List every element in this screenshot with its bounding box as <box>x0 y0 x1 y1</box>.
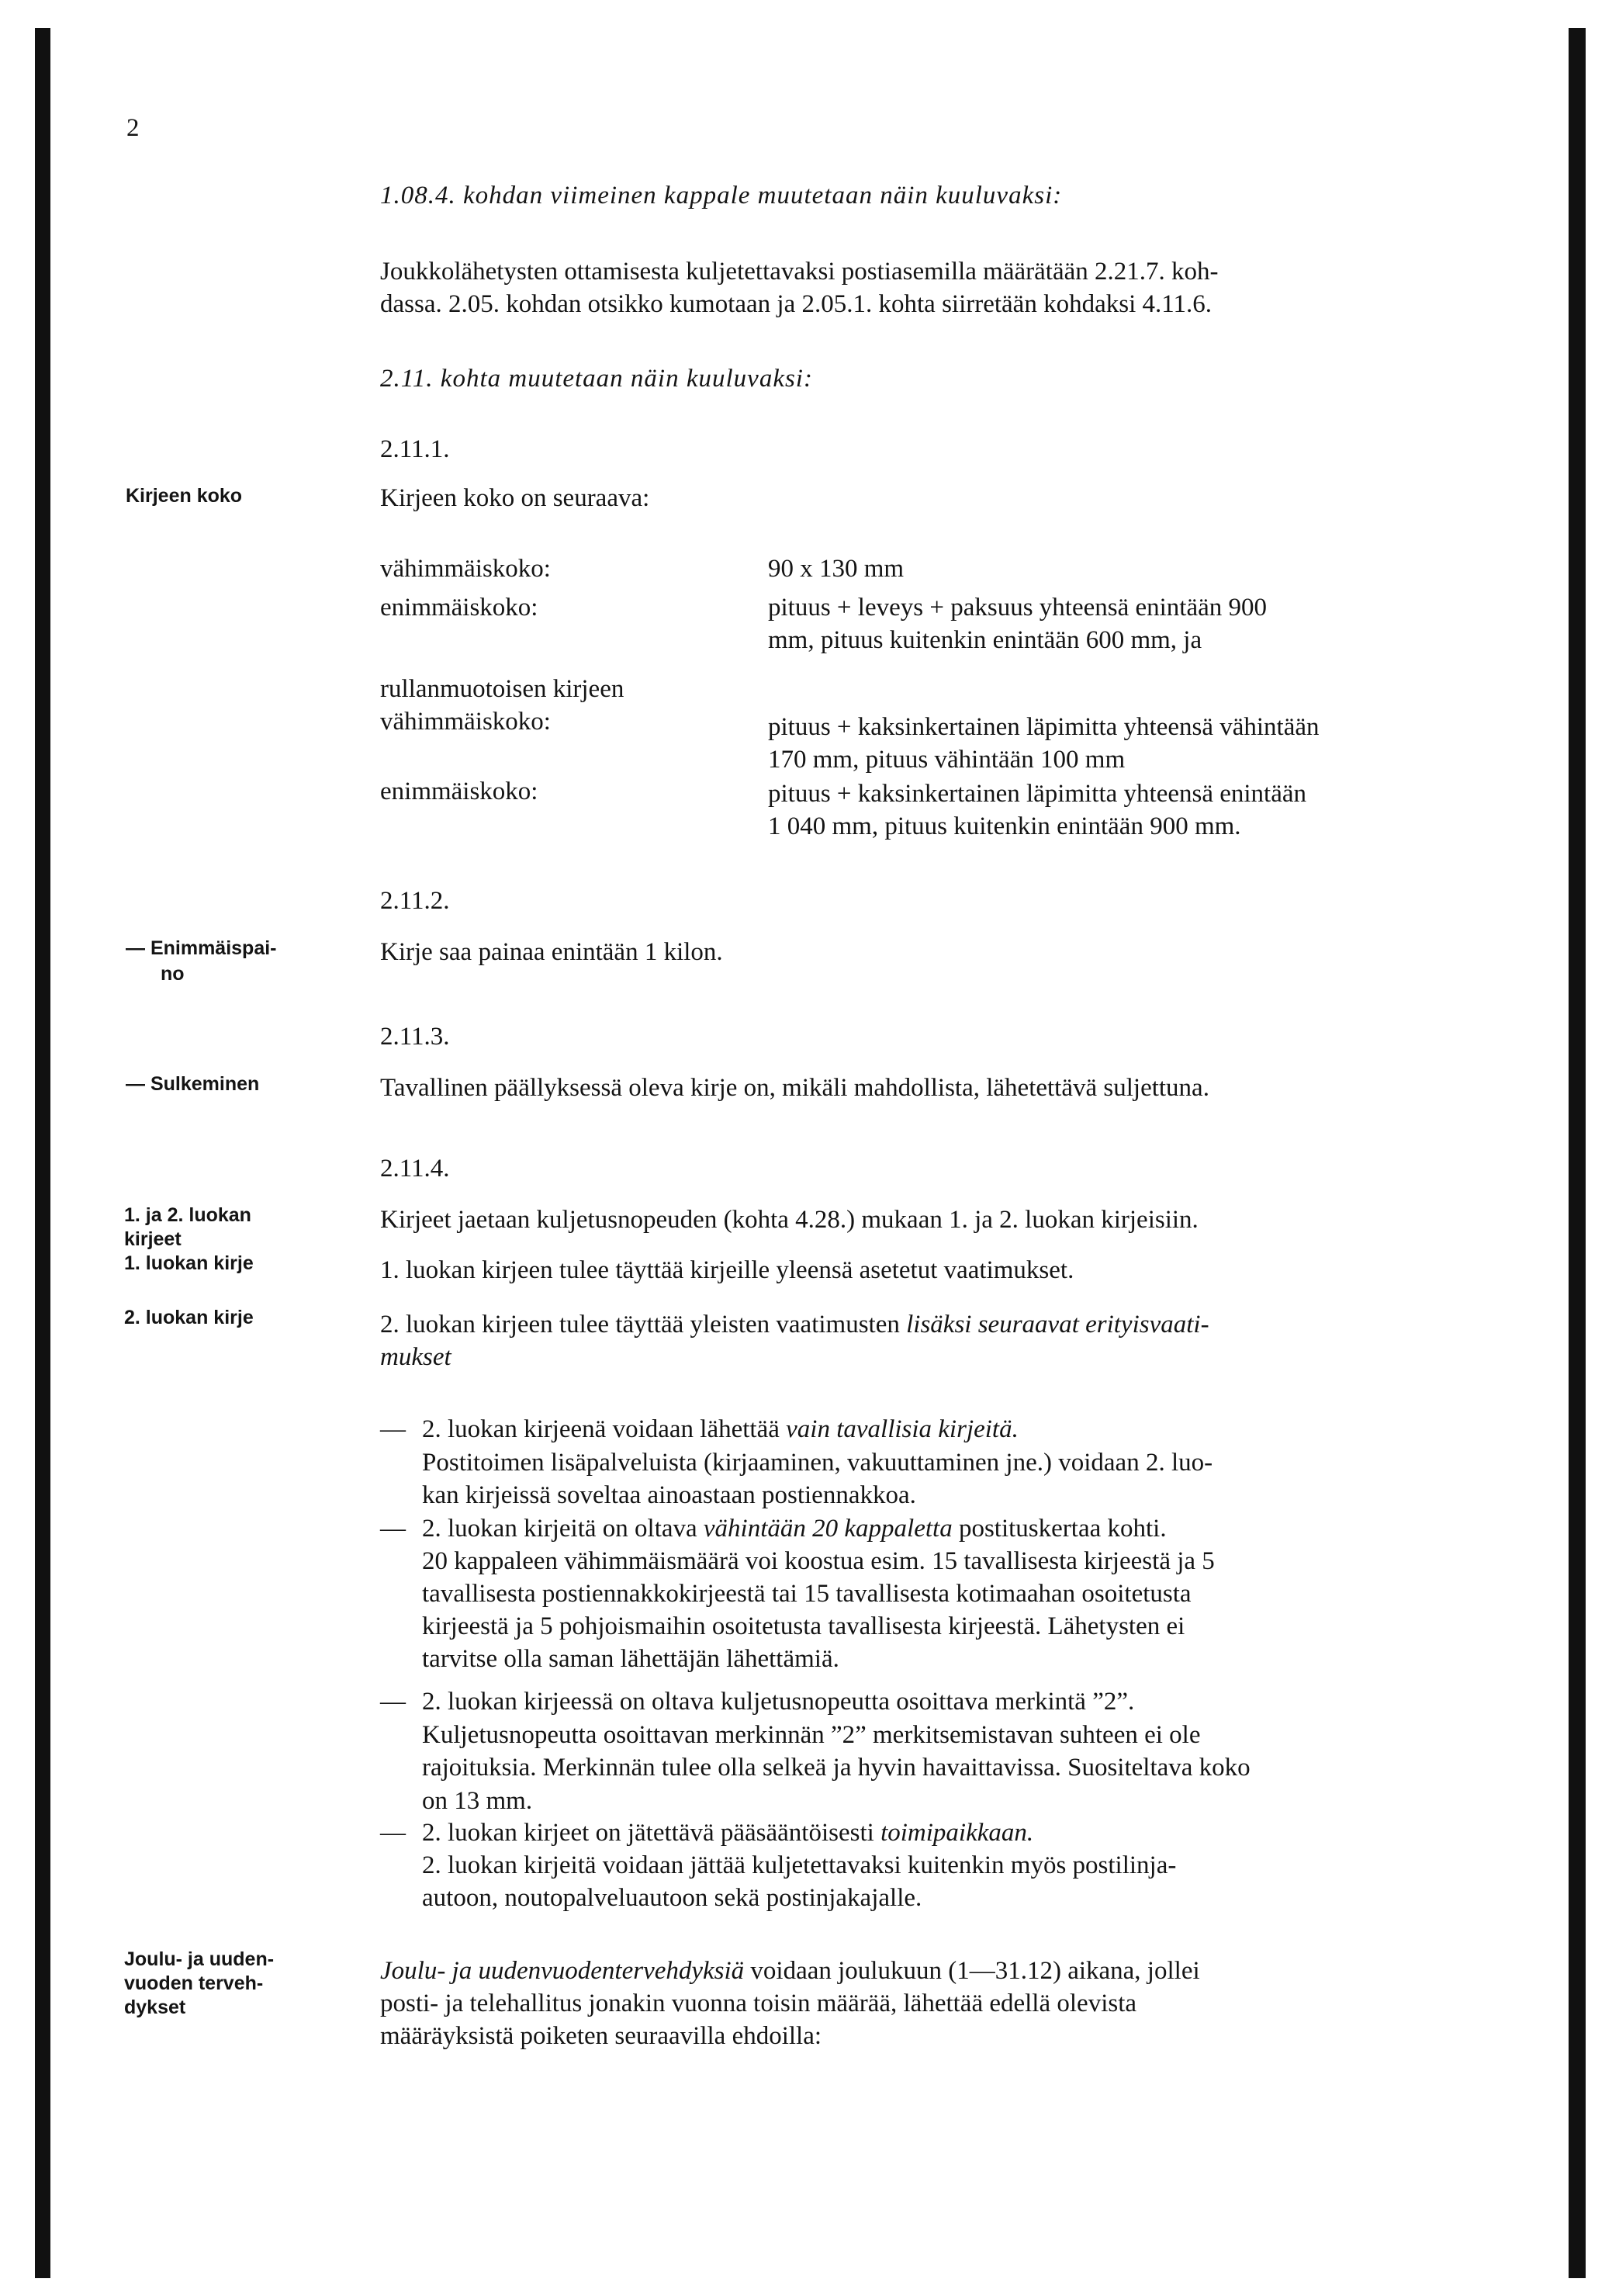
section-number-2112: 2.11.2. <box>380 887 450 915</box>
margin-label-joulu-cont: dykset <box>124 1996 186 2018</box>
size-value: 90 x 130 mm <box>768 555 905 583</box>
requirement-item: — 2. luokan kirjeet on jätettävä pääsääntöisesti toimipaikkaan. <box>380 1819 1034 1847</box>
right-border-bar <box>1569 28 1586 2278</box>
margin-label-kirjeen-koko: Kirjeen koko <box>126 485 243 507</box>
weight-text: Kirje saa painaa enintään 1 kilon. <box>380 938 723 966</box>
requirement-line: kirjeestä ja 5 pohjoismaihin osoitetusta tavallisesta kirjeestä. Lähetysten ei <box>422 1612 1185 1640</box>
size-value: 1 040 mm, pituus kuitenkin enintään 900 mm. <box>768 812 1241 840</box>
section-heading-1084: 1.08.4. kohdan viimeinen kappale muutetaan näin kuuluvaksi: <box>380 182 1063 210</box>
requirement-line: kan kirjeissä soveltaa ainoastaan postiennakkoa. <box>422 1481 916 1509</box>
left-border-bar <box>35 28 50 2278</box>
size-label: rullanmuotoisen kirjeen <box>380 675 624 703</box>
size-value: mm, pituus kuitenkin enintään 600 mm, ja <box>768 626 1202 654</box>
section-number-2114: 2.11.4. <box>380 1155 450 1183</box>
margin-label-enimmaispaino-cont: no <box>161 963 185 985</box>
requirement-line: rajoituksia. Merkinnän tulee olla selkeä ja hyvin havaittavissa. Suositeltava koko <box>422 1754 1251 1782</box>
greetings-text: Joulu- ja uudenvuodentervehdyksiä voidaan joulukuun (1—31.12) aikana, jollei <box>380 1957 1200 1985</box>
page-number: 2 <box>126 114 140 142</box>
margin-label-classes: 1. ja 2. luokan <box>124 1204 251 1226</box>
section-heading-211: 2.11. kohta muutetaan näin kuuluvaksi: <box>380 365 813 393</box>
requirement-line: tavallisesta postiennakkokirjeestä tai 15 tavallisesta kotimaahan osoitetusta <box>422 1580 1192 1608</box>
paragraph-line: Joukkolähetysten ottamisesta kuljetettavaksi postiasemilla määrätään 2.21.7. koh- <box>380 258 1219 286</box>
paragraph-line: dassa. 2.05. kohdan otsikko kumotaan ja 2.05.1. kohta siirretään kohdaksi 4.11.6. <box>380 290 1213 318</box>
margin-label-joulu: Joulu- ja uuden- <box>124 1948 275 1970</box>
greetings-text-line: posti- ja telehallitus jonakin vuonna toisin määrää, lähettää edellä olevista <box>380 1990 1137 2017</box>
size-value: 170 mm, pituus vähintään 100 mm <box>768 746 1126 774</box>
margin-label-enimmaispaino: — Enimmäispai- <box>126 937 277 959</box>
classes-text: Kirjeet jaetaan kuljetusnopeuden (kohta 4.28.) mukaan 1. ja 2. luokan kirjeisiin. <box>380 1206 1199 1234</box>
margin-label-class2: 2. luokan kirje <box>124 1307 254 1328</box>
requirement-line: autoon, noutopalveluautoon sekä postinjakajalle. <box>422 1884 922 1912</box>
size-label: enimmäiskoko: <box>380 777 538 805</box>
class2-text-cont: mukset <box>380 1343 451 1371</box>
margin-label-classes-cont: kirjeet <box>124 1228 182 1250</box>
requirement-line: Postitoimen lisäpalveluista (kirjaaminen, vakuuttaminen jne.) voidaan 2. luo- <box>422 1449 1213 1477</box>
size-label: enimmäiskoko: <box>380 594 538 622</box>
margin-label-class1: 1. luokan kirje <box>124 1252 254 1274</box>
greetings-text-line: määräyksistä poiketen seuraavilla ehdoilla: <box>380 2022 822 2050</box>
requirement-line: 2. luokan kirjeitä voidaan jättää kuljetettavaksi kuitenkin myös postilinja- <box>422 1851 1177 1879</box>
requirement-line: Kuljetusnopeutta osoittavan merkinnän ”2” merkitsemistavan suhteen ei ole <box>422 1721 1201 1749</box>
size-label: vähimmäiskoko: <box>380 708 551 736</box>
size-intro: Kirjeen koko on seuraava: <box>380 484 650 512</box>
sealing-text: Tavallinen päällyksessä oleva kirje on, mikäli mahdollista, lähetettävä suljettuna. <box>380 1074 1209 1102</box>
requirement-line: on 13 mm. <box>422 1787 533 1815</box>
size-value: pituus + leveys + paksuus yhteensä enintään 900 <box>768 594 1268 622</box>
class2-text: 2. luokan kirjeen tulee täyttää yleisten vaatimusten lisäksi seuraavat erityisvaati- <box>380 1311 1209 1338</box>
section-number-2111: 2.11.1. <box>380 435 450 463</box>
margin-label-joulu-cont: vuoden terveh- <box>124 1972 264 1994</box>
margin-label-sulkeminen: — Sulkeminen <box>126 1073 260 1095</box>
section-number-2113: 2.11.3. <box>380 1023 450 1051</box>
requirement-item: — 2. luokan kirjeitä on oltava vähintään 20 kappaletta postituskertaa kohti. <box>380 1515 1167 1543</box>
requirement-item: — 2. luokan kirjeessä on oltava kuljetusnopeutta osoittava merkintä ”2”. <box>380 1688 1135 1716</box>
requirement-line: tarvitse olla saman lähettäjän lähettämiä. <box>422 1645 839 1673</box>
requirement-line: 20 kappaleen vähimmäismäärä voi koostua esim. 15 tavallisesta kirjeestä ja 5 <box>422 1547 1215 1575</box>
requirement-item: — 2. luokan kirjeenä voidaan lähettää vain tavallisia kirjeitä. <box>380 1415 1019 1443</box>
size-value: pituus + kaksinkertainen läpimitta yhteensä enintään <box>768 780 1306 808</box>
size-value: pituus + kaksinkertainen läpimitta yhteensä vähintään <box>768 713 1320 741</box>
class1-text: 1. luokan kirjeen tulee täyttää kirjeille yleensä asetetut vaatimukset. <box>380 1256 1074 1284</box>
size-label: vähimmäiskoko: <box>380 555 551 583</box>
